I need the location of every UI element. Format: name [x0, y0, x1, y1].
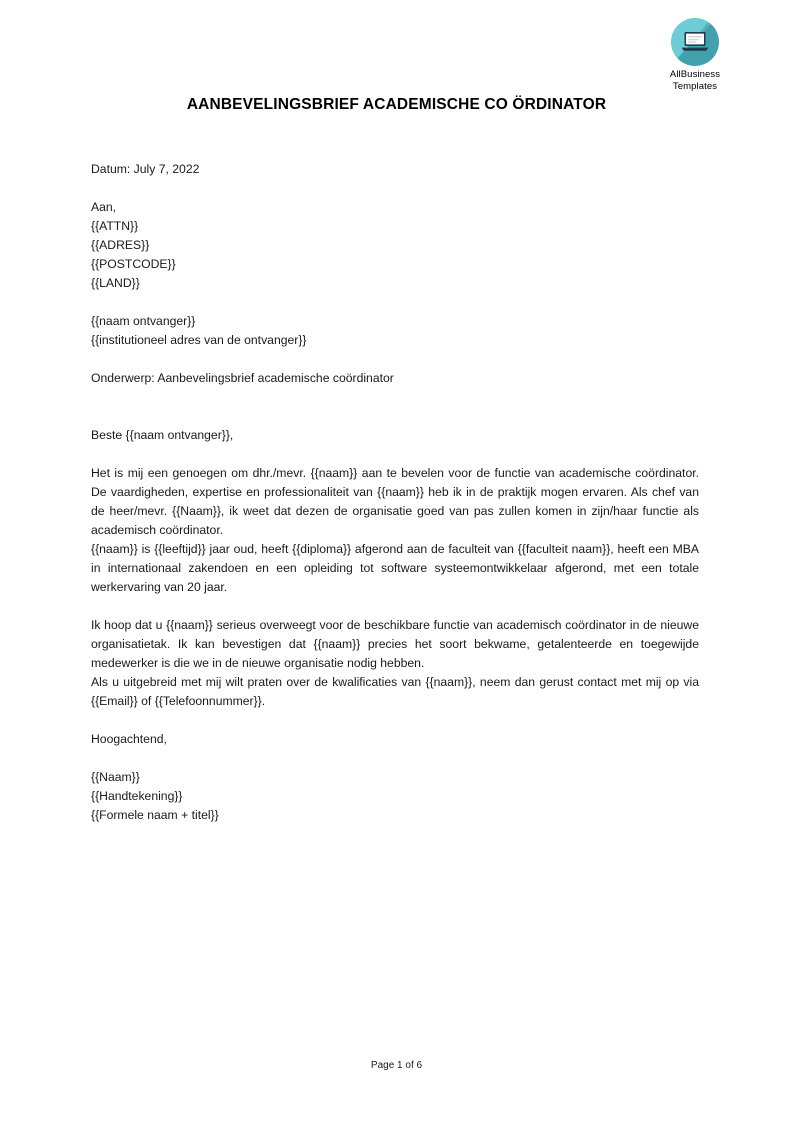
paragraph-1: Het is mij een genoegen om dhr./mevr. {{naam}} aan te bevelen voor de functie van academische coördinator. De vaardigheden, expertise en professionaliteit van {{naam}} heb ik in de praktijk mogen ervaren. Als chef van de heer/mevr. {{Naam}}, ik weet dat dezen de organisatie goed van pas zullen komen in zijn/haar functie als academisch coördinator. — [91, 466, 699, 537]
laptop-icon — [671, 18, 719, 66]
address-line-1: Aan, — [91, 200, 117, 214]
salutation: Beste {{naam ontvanger}}, — [91, 428, 234, 442]
signature-formal-title: {{Formele naam + titel}} — [91, 808, 219, 822]
page-title: AANBEVELINGSBRIEF ACADEMISCHE CO ÖRDINATOR — [186, 96, 607, 113]
logo-text-line1: AllBusiness — [669, 69, 721, 80]
spacer — [91, 749, 699, 768]
paragraph-3: Ik hoop dat u {{naam}} serieus overweegt voor de beschikbare functie van academisch coördinator in de nieuwe organisatietak. Ik kan bevestigen dat {{naam}} precies het soort bekwame, getalenteerde en toegewijde medewerker is die we in de nieuwe organisatie nodig hebben. — [91, 618, 699, 670]
address-line-2: {{ATTN}} — [91, 219, 139, 233]
address-line-5: {{LAND}} — [91, 276, 140, 290]
spacer — [91, 445, 699, 464]
logo-text-line2: Templates — [672, 80, 718, 92]
closing: Hoogachtend, — [91, 732, 167, 746]
subject-line: Onderwerp: Aanbevelingsbrief academische coördinator — [91, 371, 394, 385]
address-line-4: {{POSTCODE}} — [91, 257, 176, 271]
recipient-address: {{institutioneel adres van de ontvanger}} — [91, 333, 307, 347]
allbusiness-templates-logo — [645, 18, 745, 92]
spacer — [91, 597, 699, 616]
recipient-name: {{naam ontvanger}} — [91, 314, 196, 328]
spacer — [91, 407, 699, 426]
page-footer: Page 1 of 6 — [370, 1060, 423, 1071]
paragraph-2: {{naam}} is {{leeftijd}} jaar oud, heeft {{diploma}} afgerond aan de faculteit van {{faculteit naam}}, heeft een MBA in internationaal zakendoen en een opleiding tot software systeemontwikkelaar afgerond, met een totale werkervaring van 20 jaar. — [91, 542, 699, 594]
spacer — [91, 711, 699, 730]
address-line-3: {{ADRES}} — [91, 238, 150, 252]
paragraph-4: Als u uitgebreid met mij wilt praten over de kwalificaties van {{naam}}, neem dan gerust contact met mij op via {{Email}} of {{Telefoonnummer}}. — [91, 675, 699, 708]
signature-handtekening: {{Handtekening}} — [91, 789, 183, 803]
spacer — [91, 179, 699, 198]
signature-name: {{Naam}} — [91, 770, 140, 784]
date-line: Datum: July 7, 2022 — [91, 162, 200, 176]
spacer — [91, 388, 699, 407]
spacer — [91, 350, 699, 369]
spacer — [91, 293, 699, 312]
letter-body — [91, 160, 699, 825]
